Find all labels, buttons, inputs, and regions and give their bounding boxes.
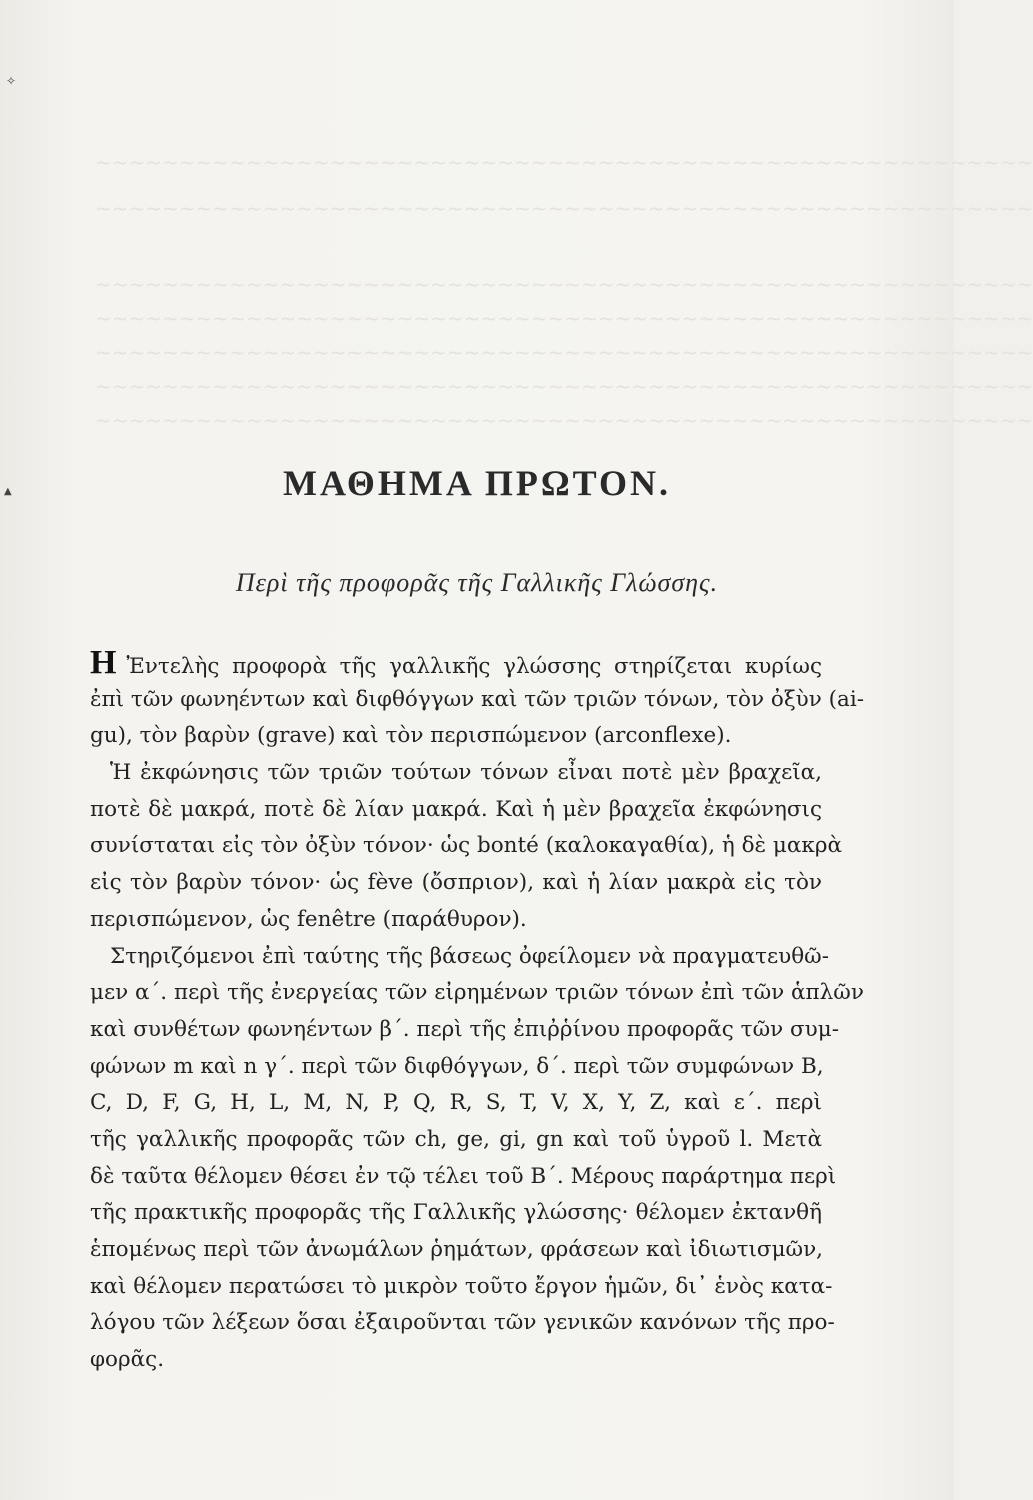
body-text: [90, 644, 864, 1379]
paragraph-line: [90, 645, 822, 682]
show-through-line: ~~~~~~~~~~~~~~~~~~~~~~~~~~~~~~~~~~~~~~~~~~~~~~~~~~~~~~~~: [95, 340, 1033, 364]
paragraph-line: περισπώμενον, ὡς fenêtre (παράθυρον).: [90, 906, 527, 932]
show-through-line: ~~~~~~~~~~~~~~~~~~~~~~~~~~~~~~~~~~~~~~~~~~~~~~~~~~~~~~~~: [95, 408, 1033, 432]
show-through-line: ~~~~~~~~~~~~~~~~~~~~~~~~~~~~~~~~~~~~~~~~~~~~~~~~~~~~~~~~: [95, 374, 1033, 398]
paragraph-line: ἐπὶ τῶν φωνηέντων καὶ διφθόγγων καὶ τῶν τριῶν τόνων, τὸν ὀξὺν (ai-: [90, 686, 864, 712]
paragraph-line: δὲ ταῦτα θέλομεν θέσει ἐν τῷ τέλει τοῦ Β΄. Μέρους παράρτημα περὶ: [90, 1163, 837, 1189]
paragraph-line: καὶ θέλομεν περατώσει τὸ μικρὸν τοῦτο ἔργον ἡμῶν, δι᾽ ἑνὸς κατα-: [90, 1273, 833, 1299]
show-through-line: ~~~~~~~~~~~~~~~~~~~~~~~~~~~~~~~~~~~~~~~~~~~~~~~~~~~~~~~~: [95, 196, 1033, 220]
paragraph-line: ἑπομένως περὶ τῶν ἀνωμάλων ῥημάτων, φράσεων καὶ ἰδιωτισμῶν,: [90, 1237, 823, 1262]
paragraph-line: τῆς γαλλικῆς προφορᾶς τῶν ch, ge, gi, gn καὶ τοῦ ὑγροῦ l. Μετὰ: [90, 1126, 822, 1152]
paragraph-line: μεν α΄. περὶ τῆς ἐνεργείας τῶν εἰρημένων τριῶν τόνων ἐπὶ τῶν ἁπλῶν: [90, 980, 864, 1006]
margin-speck: ▲: [4, 486, 12, 497]
paragraph-line: τῆς πρακτικῆς προφορᾶς τῆς Γαλλικῆς γλώσσης· θέλομεν ἐκτανθῆ: [90, 1200, 822, 1226]
paragraph-line: Στηριζόμενοι ἐπὶ ταύτης τῆς βάσεως ὀφείλομεν νὰ πραγματευθῶ-: [110, 943, 829, 969]
paragraph-line: φορᾶς.: [90, 1347, 165, 1373]
paragraph-line: λόγου τῶν λέξεων ὅσαι ἐξαιροῦνται τῶν γενικῶν κανόνων τῆς προ-: [90, 1310, 835, 1336]
paragraph-line: καὶ συνθέτων φωνηέντων β΄. περὶ τῆς ἐπιῤῥίνου προφορᾶς τῶν συμ-: [90, 1016, 839, 1042]
paragraph-line: ποτὲ δὲ μακρά, ποτὲ δὲ λίαν μακρά. Καὶ ἡ μὲν βραχεῖα ἐκφώνησις: [90, 796, 822, 822]
paragraph-line: gu), τὸν βαρὺν (grave) καὶ τὸν περισπώμενον (arconflexe).: [90, 723, 732, 749]
lesson-subtitle: Περὶ τῆς προφορᾶς τῆς Γαλλικῆς Γλώσσης.: [235, 568, 719, 597]
drop-cap: Η: [90, 644, 117, 681]
show-through-line: ~~~~~~~~~~~~~~~~~~~~~~~~~~~~~~~~~~~~~~~~~~~~~~~~~~~~~~~~: [95, 272, 1033, 296]
paragraph-line: συνίσταται εἰς τὸν ὀξὺν τόνον· ὡς bonté (καλοκαγαθία), ἡ δὲ μακρὰ: [90, 833, 843, 859]
lesson-title: ΜΑΘΗΜΑ ΠΡΩΤΟΝ.: [282, 463, 672, 503]
paragraph-line: φώνων m καὶ n γ΄. περὶ τῶν διφθόγγων, δ΄. περὶ τῶν συμφώνων B,: [90, 1053, 824, 1079]
show-through-line: ~~~~~~~~~~~~~~~~~~~~~~~~~~~~~~~~~~~~~~~~~~~~~~~~~~~~~~~~: [95, 306, 1033, 330]
line-text: Ἐντελὴς προφορὰ τῆς γαλλικῆς γλώσσης στηρίζεται κυρίως: [126, 654, 822, 679]
show-through-line: ~~~~~~~~~~~~~~~~~~~~~~~~~~~~~~~~~~~~~~~~~~~~~~~~~~~~~~~~: [95, 150, 1033, 174]
paragraph-line: Ἡ ἐκφώνησις τῶν τριῶν τούτων τόνων εἶναι ποτὲ μὲν βραχεῖα,: [110, 760, 822, 786]
margin-speck: ✧: [6, 74, 17, 88]
paragraph-line: εἰς τὸν βαρὺν τόνον· ὡς fève (ὄσπριον), καὶ ἡ λίαν μακρὰ εἰς τὸν: [90, 870, 822, 896]
paragraph-line: C, D, F, G, H, L, M, N, P, Q, R, S, T, V, X, Y, Z, καὶ ε΄. περὶ: [90, 1090, 822, 1116]
